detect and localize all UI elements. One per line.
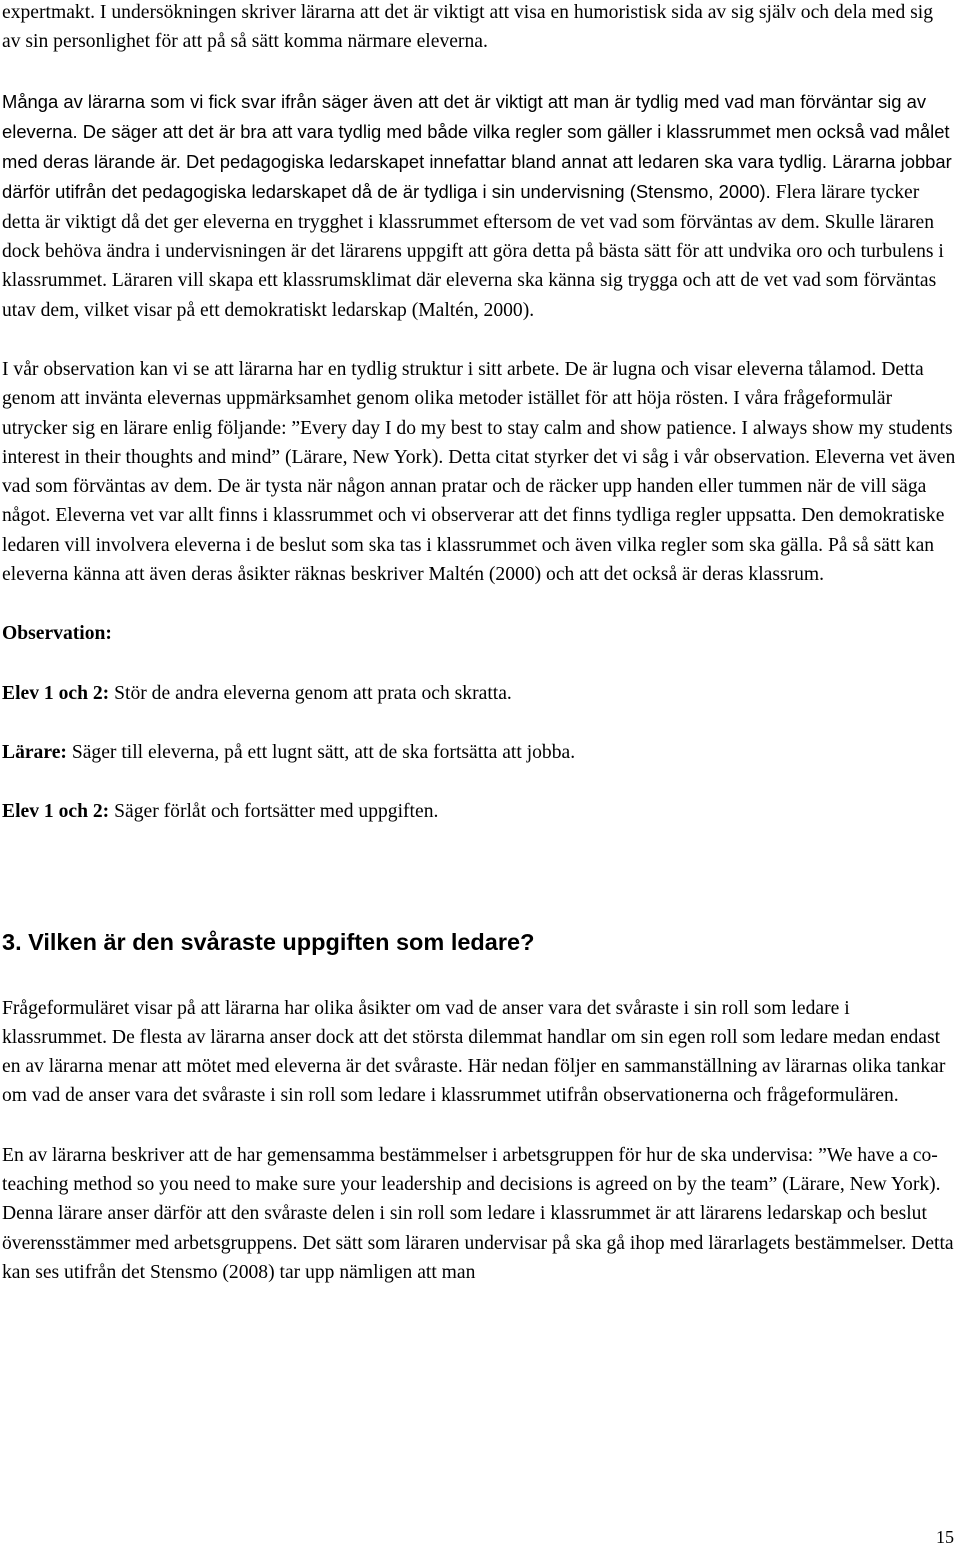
observation-text: Stör de andra eleverna genom att prata och skratta. — [109, 682, 512, 704]
observation-heading: Observation: — [2, 623, 112, 645]
document-page — [2, 0, 956, 1287]
observation-text: Säger förlåt och fortsätter med uppgiften. — [109, 801, 439, 823]
paragraph-text: I vår observation kan vi se att lärarna har en tydlig struktur i sitt arbete. De är lugna och visar eleverna tålamod. Detta genom att invänta elevernas uppmärksamhet genom olika metoder istället för att höja rösten. I våra frågeformulär utrycker sig en lärare enlig följande: ”Every day I do my best to stay calm and show patience. I always show my students interest in their thoughts and mind” (Lärare, New York). Detta citat styrker det vi såg i vår observation. Eleverna vet även vad som förväntas av dem. De är tysta när någon annan pratar och de räcker upp handen eller tummen när de vill säga något. Eleverna vet var allt finns i klassrummet och vi observerar att det finns tydliga regler uppsatta. Den demokratiske ledaren vill involvera eleverna i de beslut som ska tas i klassrummet och även vilka regler som ska gälla. På så sätt kan eleverna känna att även deras åsikter räknas beskriver Maltén (2000) och att det också är deras klassrum. — [2, 358, 956, 586]
observation-speaker: Elev 1 och 2: — [2, 801, 110, 823]
paragraph-text-sans: Många av lärarna som vi fick svar ifrån säger även att det är viktigt att man är tydlig med vad man förväntar sig av eleverna. De säger att det är bra att vara tydlig med både vilka regler som gäller i klassrummet men också vad målet med deras lärande är. Det pedagogiska ledarskapet innefattar bland annat att ledaren ska vara tydlig. Lärarna jobbar därför utifrån det pedagogiska ledarskapet då de är tydliga i sin undervisning (Stensmo, 2000). — [2, 90, 952, 203]
section-heading: 3. Vilken är den svåraste uppgiften som ledare? — [2, 928, 535, 955]
paragraph-text: expertmakt. I undersökningen skriver lärarna att det är viktigt att visa en humoristisk sida av sig själv och dela med sig av sin personlighet för att på så sätt komma närmare eleverna. — [2, 2, 934, 53]
paragraph-text: Flera lärare tycker detta är viktigt då det ger eleverna en trygghet i klassrummet eftersom de vet vad som förväntas av dem. Skulle läraren dock behöva ändra i undervisningen är det lärarens uppgift att göra detta på bästa sätt för att undvika oro och turbulens i klassrummet. Läraren vill skapa ett klassrumsklimat där eleverna ska känna sig trygga och att de vet vad som förväntas utav dem, vilket visar på ett demokratiskt ledarskap (Maltén, 2000). — [2, 182, 944, 321]
observation-line — [2, 738, 956, 767]
page-number: 15 — [936, 1527, 954, 1547]
paragraph-clarity — [2, 87, 956, 325]
section-paragraph: En av lärarna beskriver att de har gemensamma bestämmelser i arbetsgruppen för hur de ska undervisa: ”We have a co-teaching method so you need to make sure your leadership and decisions is agreed on by the team” (Lärare, New York). Denna lärare anser därför att den svåraste delen i sin roll som ledare i klassrummet är att lärarens ledarskap och beslut överensstämmer med arbetsgruppens. Det sätt som läraren undervisar på ska gå ihop med lärarlagets bestämmelser. Detta kan ses utifrån det Stensmo (2008) tar upp nämligen att man — [2, 1144, 954, 1283]
paragraph-intro — [2, 0, 956, 57]
observation-speaker: Lärare: — [2, 741, 67, 763]
observation-line — [2, 797, 956, 826]
section-paragraph: Frågeformuläret visar på att lärarna har olika åsikter om vad de anser vara det svåraste i sin roll som ledare i klassrummet. De flesta av lärarna anser dock att det största dilemmat handlar om sin egen roll som ledare medan endast en av lärarna menar att mötet med eleverna är det svåraste. Här nedan följer en sammanställning av lärarnas olika tankar om vad de anser vara det svåraste i sin roll som ledare i klassrummet utifrån observationerna och frågeformulären. — [2, 997, 946, 1107]
observation-line — [2, 679, 956, 708]
paragraph-observation-summary — [2, 355, 956, 589]
observation-speaker: Elev 1 och 2: — [2, 682, 110, 704]
observation-text: Säger till eleverna, på ett lugnt sätt, att de ska fortsätta att jobba. — [66, 741, 576, 763]
